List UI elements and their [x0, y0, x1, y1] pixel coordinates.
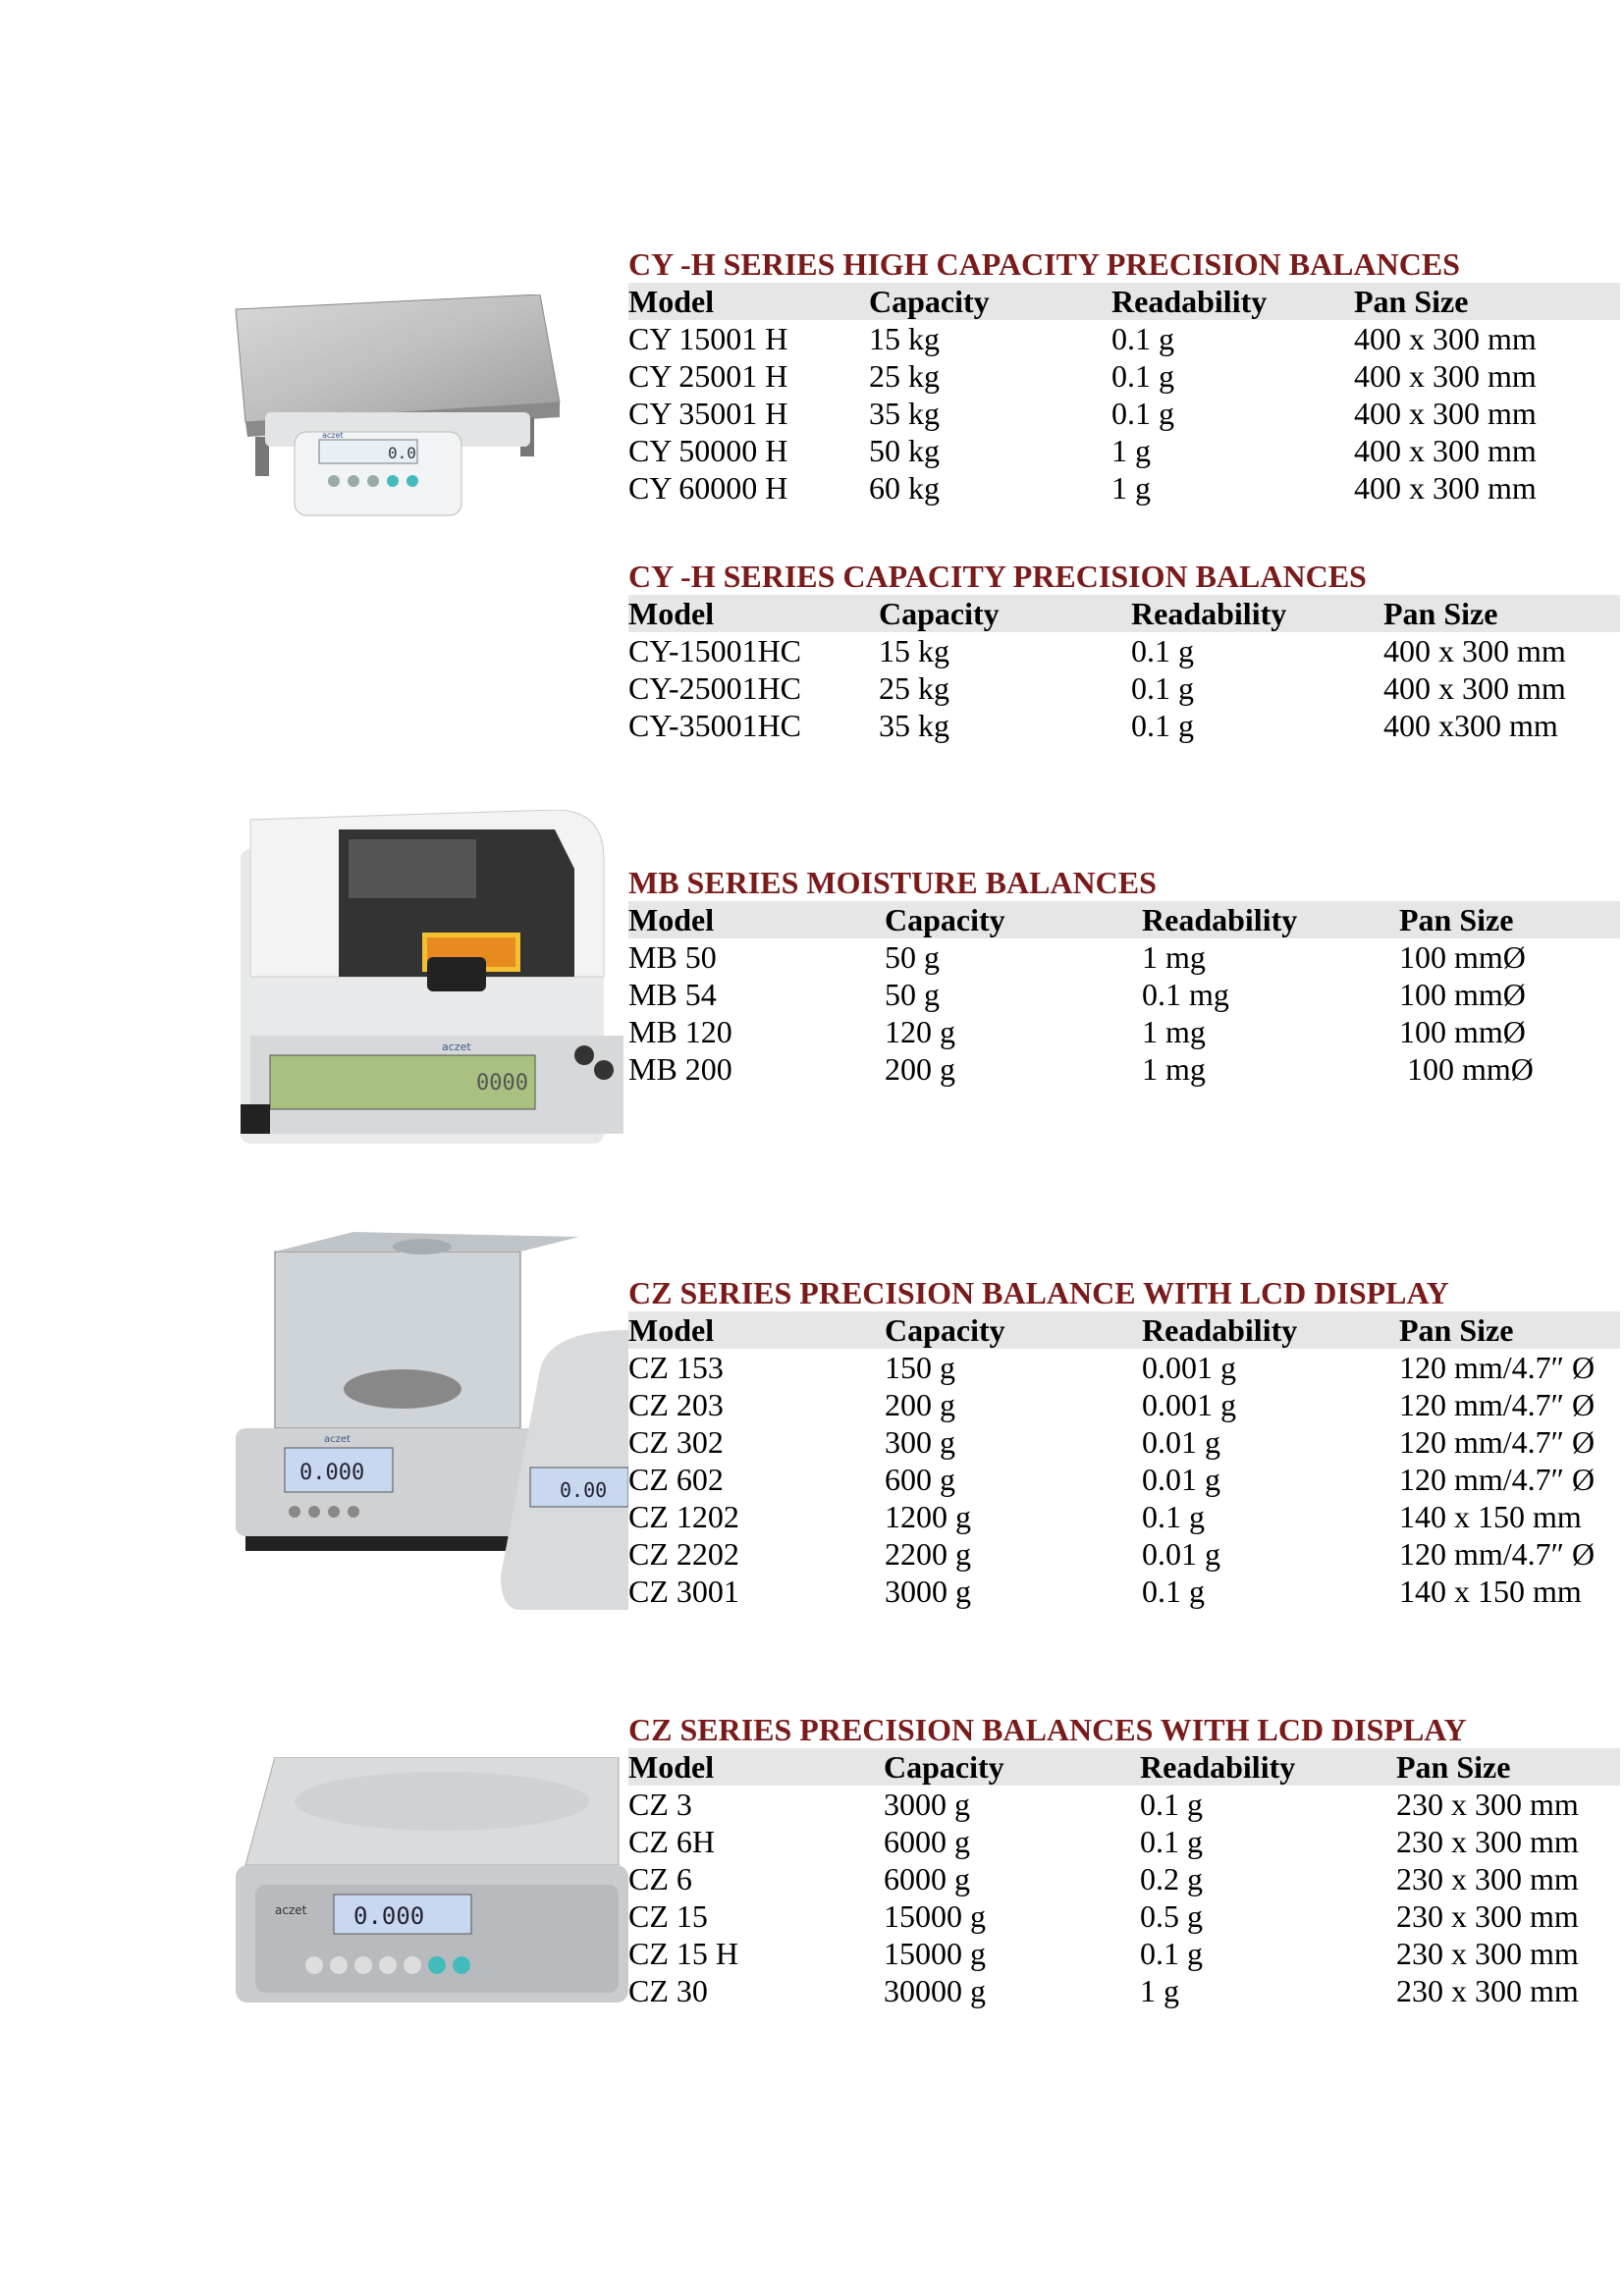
table-row [628, 1386, 1620, 1423]
cell-model: CY 50000 H [628, 433, 788, 468]
cell-capacity: 35 kg [869, 396, 940, 431]
cell-capacity: 6000 g [884, 1861, 970, 1896]
spec-table [628, 1311, 1620, 1610]
table-row [628, 1573, 1620, 1610]
table-row [628, 1423, 1620, 1461]
cell-capacity: 30000 g [884, 1973, 986, 2008]
image-4-brand-text: aczet [275, 1903, 307, 1917]
column-header: Model [628, 901, 885, 938]
cell-capacity: 50 g [885, 939, 940, 975]
cell-capacity: 3000 g [884, 1787, 970, 1822]
column-header: Model [628, 1311, 885, 1349]
cell-readability: 0.001 g [1142, 1350, 1236, 1385]
table-row [628, 1935, 1620, 1972]
cell-model: CY 25001 H [628, 358, 788, 394]
cell-readability: 0.1 g [1140, 1936, 1203, 1971]
column-header: Pan Size [1399, 901, 1620, 938]
section-cz-precision-lcd [628, 1274, 1620, 1610]
cell-model: CZ 15 [628, 1898, 708, 1934]
cell-readability: 0.1 g [1142, 1574, 1205, 1609]
table-row [628, 395, 1620, 432]
column-header: Readability [1140, 1748, 1396, 1786]
column-header: Capacity [884, 1748, 1140, 1786]
section-cz-precision-lcd-plural [628, 1711, 1620, 2009]
product-image-cy-h [226, 294, 599, 520]
table-row [628, 669, 1620, 707]
table-row [628, 1535, 1620, 1573]
cell-model: CZ 302 [628, 1424, 724, 1460]
column-header: Readability [1142, 901, 1399, 938]
product-image-cz-bench [226, 1757, 628, 2012]
table-header-row [628, 1311, 1620, 1349]
cell-capacity: 300 g [885, 1424, 955, 1460]
cell-pan-size: 120 mm/4.7″ Ø [1399, 1462, 1596, 1497]
cell-pan-size: 230 x 300 mm [1396, 1973, 1579, 2008]
cell-model: CZ 15 H [628, 1936, 738, 1971]
cell-pan-size: 100 mmØ [1399, 1051, 1534, 1087]
table-row [628, 1498, 1620, 1535]
cell-pan-size: 400 x 300 mm [1354, 396, 1537, 431]
cell-capacity: 50 kg [869, 433, 940, 468]
cell-readability: 0.01 g [1142, 1424, 1220, 1460]
column-header: Pan Size [1383, 595, 1620, 632]
cell-readability: 0.1 g [1111, 358, 1174, 394]
table-row [628, 320, 1620, 357]
spec-table [628, 901, 1620, 1088]
cell-readability: 1 g [1111, 470, 1151, 506]
cell-capacity: 1200 g [885, 1499, 971, 1534]
cell-model: CZ 153 [628, 1350, 724, 1385]
cell-capacity: 2200 g [885, 1536, 971, 1572]
image-4-display-text: 0.000 [353, 1902, 425, 1930]
table-row [628, 707, 1620, 744]
cell-pan-size: 230 x 300 mm [1396, 1936, 1579, 1971]
cell-readability: 1 g [1111, 433, 1151, 468]
product-image-cz-lcd [226, 1232, 628, 1610]
cell-model: CY-15001HC [628, 633, 802, 668]
cell-pan-size: 120 mm/4.7″ Ø [1399, 1424, 1596, 1460]
cell-capacity: 35 kg [879, 708, 949, 743]
section-title: MB SERIES MOISTURE BALANCES [628, 865, 1157, 900]
column-header: Capacity [879, 595, 1131, 632]
table-header-row [628, 283, 1620, 320]
table-header-row [628, 1748, 1620, 1786]
spec-table [628, 283, 1620, 507]
cell-pan-size: 400 x 300 mm [1354, 358, 1537, 394]
cell-readability: 0.1 g [1131, 708, 1194, 743]
cell-readability: 1 g [1140, 1973, 1179, 2008]
cell-capacity: 200 g [885, 1051, 955, 1087]
cell-capacity: 60 kg [869, 470, 940, 506]
table-row [628, 1972, 1620, 2009]
cell-pan-size: 120 mm/4.7″ Ø [1399, 1387, 1596, 1422]
table-row [628, 632, 1620, 669]
cell-model: CZ 1202 [628, 1499, 739, 1534]
table-row [628, 432, 1620, 469]
cell-model: CY 60000 H [628, 470, 788, 506]
cell-readability: 0.001 g [1142, 1387, 1236, 1422]
cell-pan-size: 120 mm/4.7″ Ø [1399, 1350, 1596, 1385]
table-row [628, 469, 1620, 507]
section-cy-h-high-capacity [628, 245, 1620, 507]
cell-model: CZ 602 [628, 1462, 724, 1497]
cell-readability: 0.1 g [1131, 670, 1194, 706]
cell-capacity: 150 g [885, 1350, 955, 1385]
table-row [628, 1897, 1620, 1935]
table-header-row [628, 595, 1620, 632]
cell-readability: 0.5 g [1140, 1898, 1203, 1934]
image-1-display-text: 0.0 [388, 444, 416, 462]
cell-readability: 0.1 g [1131, 633, 1194, 668]
cell-model: CZ 30 [628, 1973, 708, 2008]
cell-pan-size: 400 x 300 mm [1383, 633, 1566, 668]
cell-pan-size: 230 x 300 mm [1396, 1861, 1579, 1896]
cell-readability: 1 mg [1142, 939, 1206, 975]
column-header: Readability [1111, 283, 1354, 320]
cell-model: CZ 3001 [628, 1574, 739, 1609]
product-image-mb [231, 810, 628, 1168]
cell-model: MB 50 [628, 939, 717, 975]
cell-pan-size: 400 x 300 mm [1383, 670, 1566, 706]
cell-readability: 0.1 g [1111, 321, 1174, 356]
cell-model: CZ 6H [628, 1824, 715, 1859]
table-row [628, 1349, 1620, 1386]
cell-pan-size: 120 mm/4.7″ Ø [1399, 1536, 1596, 1572]
cell-model: CY-35001HC [628, 708, 802, 743]
cell-model: CZ 2202 [628, 1536, 739, 1572]
cell-readability: 1 mg [1142, 1014, 1206, 1049]
column-header: Pan Size [1396, 1748, 1620, 1786]
column-header: Capacity [869, 283, 1111, 320]
cell-readability: 0.1 g [1140, 1787, 1203, 1822]
cell-pan-size: 140 x 150 mm [1399, 1499, 1582, 1534]
image-3-display-text: 0.000 [299, 1461, 365, 1485]
cell-capacity: 50 g [885, 977, 940, 1012]
table-header-row [628, 901, 1620, 938]
cell-model: CY 15001 H [628, 321, 788, 356]
cell-pan-size: 400 x300 mm [1383, 708, 1558, 743]
cell-capacity: 6000 g [884, 1824, 970, 1859]
spec-table [628, 595, 1620, 744]
cell-capacity: 200 g [885, 1387, 955, 1422]
column-header: Capacity [885, 1311, 1142, 1349]
cell-readability: 0.01 g [1142, 1536, 1220, 1572]
section-title: CZ SERIES PRECISION BALANCES WITH LCD DISPLAY [628, 1712, 1467, 1747]
cell-pan-size: 100 mmØ [1399, 939, 1526, 975]
cell-capacity: 25 kg [869, 358, 940, 394]
column-header: Pan Size [1354, 283, 1620, 320]
table-row [628, 1823, 1620, 1860]
cell-pan-size: 230 x 300 mm [1396, 1824, 1579, 1859]
table-row [628, 1461, 1620, 1498]
image-1-brand-text: aczet [322, 431, 344, 440]
table-row [628, 1786, 1620, 1823]
cell-model: CZ 6 [628, 1861, 692, 1896]
cell-capacity: 120 g [885, 1014, 955, 1049]
column-header: Pan Size [1399, 1311, 1620, 1349]
image-3-second-display-text: 0.00 [560, 1478, 608, 1502]
cell-pan-size: 100 mmØ [1399, 977, 1526, 1012]
table-row [628, 357, 1620, 395]
cell-readability: 0.01 g [1142, 1462, 1220, 1497]
cell-readability: 0.1 g [1140, 1824, 1203, 1859]
cell-pan-size: 400 x 300 mm [1354, 433, 1537, 468]
table-row [628, 1013, 1620, 1050]
image-2-display-text: 0000 [476, 1071, 528, 1095]
cell-model: CZ 203 [628, 1387, 724, 1422]
cell-pan-size: 230 x 300 mm [1396, 1787, 1579, 1822]
section-title: CZ SERIES PRECISION BALANCE WITH LCD DISPLAY [628, 1275, 1449, 1310]
column-header: Model [628, 1748, 884, 1786]
cell-readability: 0.2 g [1140, 1861, 1203, 1896]
column-header: Model [628, 595, 879, 632]
cell-capacity: 15 kg [879, 633, 949, 668]
column-header: Readability [1142, 1311, 1399, 1349]
image-2-brand-text: aczet [442, 1041, 471, 1053]
cell-model: MB 120 [628, 1014, 732, 1049]
cell-model: CZ 3 [628, 1787, 692, 1822]
cell-pan-size: 100 mmØ [1399, 1014, 1526, 1049]
table-row [628, 938, 1620, 976]
cell-pan-size: 230 x 300 mm [1396, 1898, 1579, 1934]
spec-table [628, 1748, 1620, 2009]
section-title: CY -H SERIES CAPACITY PRECISION BALANCES [628, 559, 1367, 594]
cell-readability: 0.1 mg [1142, 977, 1229, 1012]
table-row [628, 976, 1620, 1013]
cell-pan-size: 400 x 300 mm [1354, 321, 1537, 356]
cell-capacity: 600 g [885, 1462, 955, 1497]
table-row [628, 1860, 1620, 1897]
cell-model: MB 54 [628, 977, 717, 1012]
cell-capacity: 15000 g [884, 1898, 986, 1934]
cell-capacity: 15000 g [884, 1936, 986, 1971]
table-row [628, 1050, 1620, 1088]
cell-readability: 0.1 g [1142, 1499, 1205, 1534]
cell-model: CY 35001 H [628, 396, 788, 431]
cell-readability: 0.1 g [1111, 396, 1174, 431]
cell-capacity: 25 kg [879, 670, 949, 706]
image-3-brand-text: aczet [324, 1434, 351, 1445]
cell-capacity: 3000 g [885, 1574, 971, 1609]
cell-pan-size: 140 x 150 mm [1399, 1574, 1582, 1609]
column-header: Readability [1131, 595, 1383, 632]
cell-pan-size: 400 x 300 mm [1354, 470, 1537, 506]
cell-model: CY-25001HC [628, 670, 802, 706]
section-mb-moisture [628, 864, 1620, 1088]
cell-readability: 1 mg [1142, 1051, 1206, 1087]
column-header: Capacity [885, 901, 1142, 938]
cell-model: MB 200 [628, 1051, 732, 1087]
section-title: CY -H SERIES HIGH CAPACITY PRECISION BALANCES [628, 246, 1460, 282]
column-header: Model [628, 283, 869, 320]
section-cy-h-capacity [628, 558, 1620, 744]
cell-capacity: 15 kg [869, 321, 940, 356]
